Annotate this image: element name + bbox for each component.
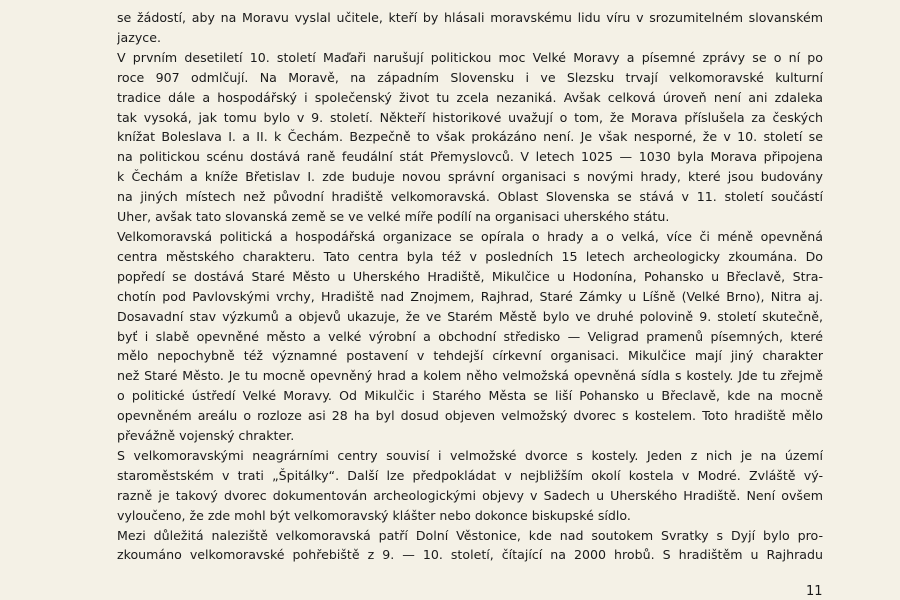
paragraph-3 [117,227,823,446]
paragraph-4 [117,446,823,526]
text-line: centra městského charakteru. Tato centra byla též v posledních 15 letech archeologicky zkoumána. Do [117,248,823,264]
text-line: knížat Boleslava I. a II. k Čechám. Bezpečně to však prokázáno není. Je však nesporné, že v 10. století se [117,129,823,145]
text-line: popředí se dostává Staré Město u Uherského Hradiště, Mikulčice u Hodonína, Pohansko u Břeclavě, Stra- [117,268,823,284]
text-line: opevněném areálu o rozloze asi 28 ha byl dosud objeven velmožský dvorec s kostelem. Toto hradiště mělo [117,408,823,424]
text-line: o politické ústředí Velké Moravy. Od Mikulčic i Starého Města se liší Pohansko u Břeclavě, kde na mocně [117,388,823,404]
paragraph-5 [117,526,823,566]
text-line: na politickou scénu dostává raně feudální stát Přemyslovců. V letech 1025 — 1030 byla Morava připojena [117,149,823,165]
text-line: tak vysoká, jak tomu bylo v 9. století. Někteří historikové uvažují o tom, že Morava příslušela za českých [117,109,823,125]
paragraph-2 [117,48,823,227]
text-line: než Staré Město. Je tu mocně opevněný hrad a kolem něho velmožská opevněná sídla s kostely. Jde tu zřejmě [117,368,823,384]
text-line: tradice dále a hospodářský i společenský život tu zcela nezaniká. Avšak celková úroveň není ani zdaleka [117,89,823,105]
text-line: Velkomoravská politická a hospodářská organizace se opírala o hrady a o velká, více či méně opevněná [117,228,823,244]
body-text [117,8,823,565]
text-line: roce 907 odmlčují. Na Moravě, na západním Slovensku i ve Slezsku trvají velkomoravské kulturní [117,69,823,85]
paragraph-1 [117,8,823,48]
text-line: V prvním desetiletí 10. století Maďaři narušují politickou moc Velké Moravy a písemné zprávy se o ní po [117,49,823,65]
text-line: byť i slabě opevněné město a velké výrobní a obchodní středisko — Veligrad pramenů písemných, které [117,328,823,344]
text-line: staroměstském v trati „Špitálky“. Další lze předpokládat v nejbližším okolí kostela v Modré. Zvláště vý- [117,467,823,483]
text-line: Dosavadní stav výzkumů a objevů ukazuje, že ve Starém Městě bylo ve druhé polovině 9. století skutečně, [117,308,823,324]
text-line: Mezi důležitá naleziště velkomoravská patří Dolní Věstonice, kde nad soutokem Svratky s Dyjí bylo pro- [117,527,823,543]
text-line: vyloučeno, že zde mohl být velkomoravský klášter nebo dokonce biskupské sídlo. [117,507,631,523]
text-line: zkoumáno velkomoravské pohřebiště z 9. — 10. století, čítající na 2000 hrobů. S hradištěm u Rajhradu [117,547,823,563]
text-line: Uher, avšak tato slovanská země se ve velké míře podílí na organisaci uherského státu. [117,209,670,225]
text-line: S velkomoravskými neagrárními centry souvisí i velmožské dvorce s kostely. Jeden z nich je na území [117,447,823,463]
page-number: 11 [806,584,823,599]
text-line: chotín pod Pavlovskými vrchy, Hradiště nad Znojmem, Rajhrad, Staré Zámky u Líšně (Velké Brno), Nitra aj. [117,288,823,304]
text-line: k Čechám a kníže Břetislav I. zde buduje novou správní organisaci s novými hrady, které jsou budovány [117,169,823,185]
text-line: mělo nepochybně též významné postavení v tehdejší církevní organisaci. Mikulčice mají jiný charakter [117,348,823,364]
text-line: jazyce. [117,29,161,45]
text-line: razně je takový dvorec dokumentován archeologickými objevy v Sadech u Uherského Hradiště. Není ovšem [117,487,823,503]
text-line: převážně vojenský chrakter. [117,428,295,444]
text-line: se žádostí, aby na Moravu vyslal učitele, kteří by hlásali moravskému lidu víru v srozumitelném slovanském [117,10,823,25]
text-line: na jiných místech než původní hradiště velkomoravská. Oblast Slovenska se stává v 11. století součástí [117,189,823,205]
